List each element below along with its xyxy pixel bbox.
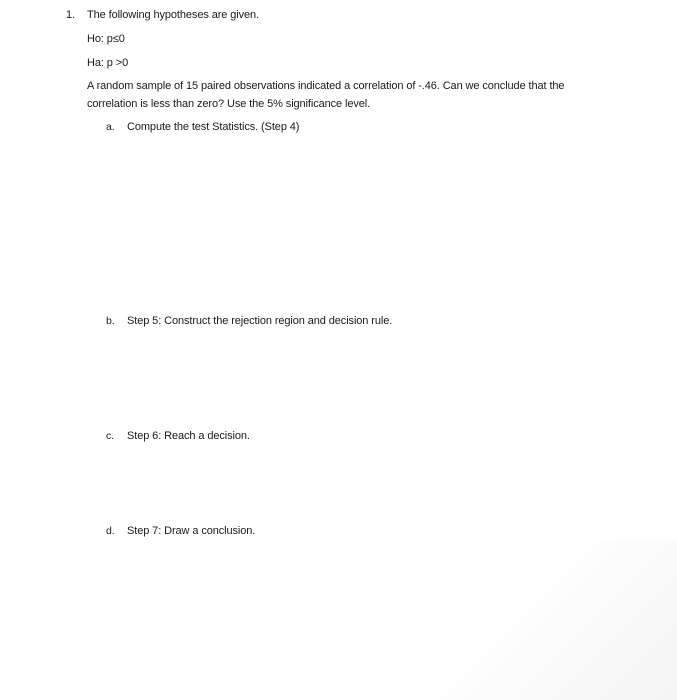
part-d-label: d. bbox=[106, 525, 115, 537]
part-a-text: Compute the test Statistics. (Step 4) bbox=[127, 121, 300, 133]
part-c-label: c. bbox=[106, 430, 114, 442]
part-b-label: b. bbox=[106, 315, 115, 327]
alternative-hypothesis: Ha: p >0 bbox=[87, 57, 129, 69]
part-a-label: a. bbox=[106, 121, 115, 133]
part-c-text: Step 6: Reach a decision. bbox=[127, 430, 250, 442]
part-d-text: Step 7: Draw a conclusion. bbox=[127, 525, 256, 537]
part-b-text: Step 5: Construct the rejection region and decision rule. bbox=[127, 315, 393, 327]
question-paragraph-line-2: correlation is less than zero? Use the 5% significance level. bbox=[87, 98, 371, 110]
question-paragraph-line-1: A random sample of 15 paired observations indicated a correlation of -.46. Can we conclude that the bbox=[87, 80, 565, 92]
page-shadow bbox=[377, 540, 677, 700]
question-number: 1. bbox=[66, 9, 75, 21]
null-hypothesis: Ho: p≤0 bbox=[87, 33, 125, 45]
question-statement: The following hypotheses are given. bbox=[87, 9, 259, 21]
